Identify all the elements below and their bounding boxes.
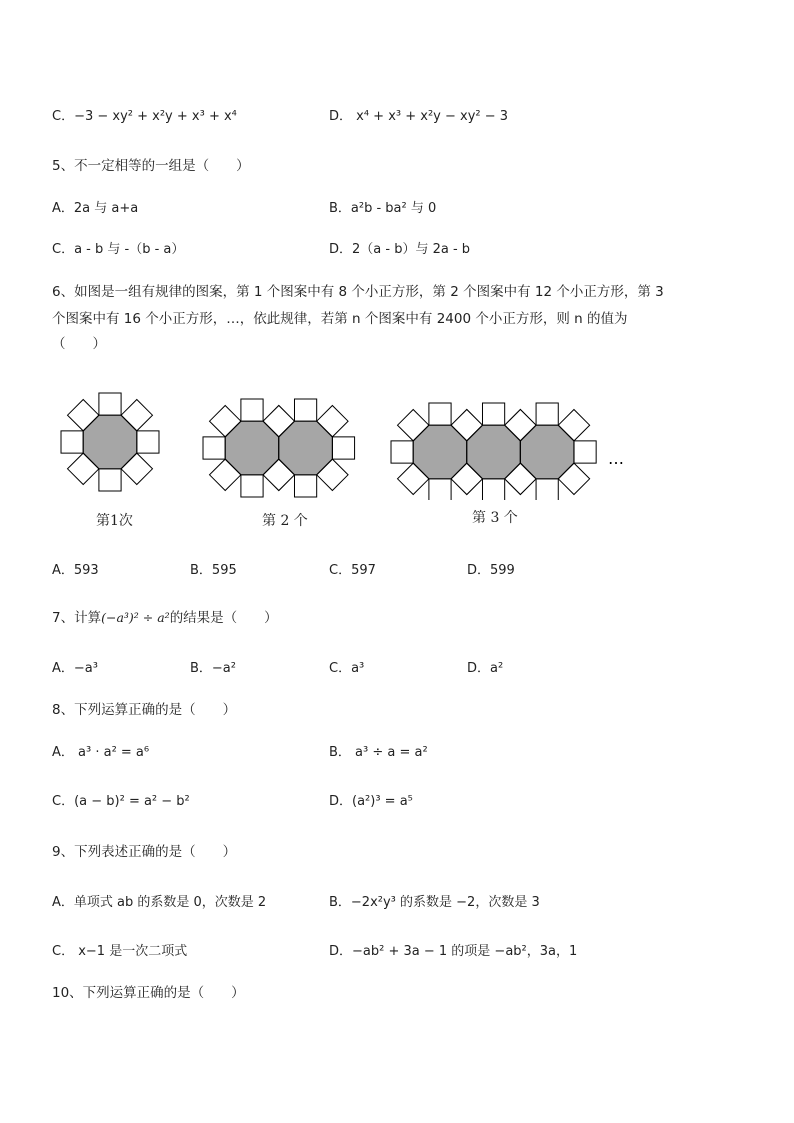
q7-expression: (−a³)² ÷ a² bbox=[101, 610, 170, 625]
octagon bbox=[467, 425, 521, 479]
q9-option-d: D．−ab² + 3a − 1 的项是 −ab²，3a，1 bbox=[329, 944, 578, 959]
small-square bbox=[536, 403, 558, 425]
small-square bbox=[536, 479, 558, 500]
q7-stem-prefix: 7、计算 bbox=[52, 610, 102, 626]
figure-caption-2: 第 2 个 bbox=[262, 513, 308, 529]
small-square bbox=[482, 403, 504, 425]
octagon bbox=[520, 425, 574, 479]
q8-option-d: D．(a²)³ = a⁵ bbox=[329, 794, 413, 809]
q6-option-b: B．595 bbox=[190, 563, 237, 578]
q7-stem bbox=[52, 609, 278, 627]
small-square bbox=[429, 479, 451, 500]
q9-option-b: B．−2x²y³ 的系数是 −2，次数是 3 bbox=[329, 895, 540, 910]
q4-option-d: D． x⁴ + x³ + x²y − xy² − 3 bbox=[329, 109, 509, 124]
small-square bbox=[294, 399, 316, 421]
small-square bbox=[99, 393, 121, 415]
q6-stem-line3: （ ） bbox=[52, 336, 106, 352]
pattern-3 bbox=[391, 403, 596, 500]
figure-caption-3: 第 3 个 bbox=[472, 510, 518, 526]
q8-stem: 8、下列运算正确的是（ ） bbox=[52, 702, 237, 718]
q9-option-a: A．单项式 ab 的系数是 0，次数是 2 bbox=[52, 895, 267, 910]
q9-stem: 9、下列表述正确的是（ ） bbox=[52, 844, 237, 860]
q6-stem-line1: 6、如图是一组有规律的图案，第 1 个图案中有 8 个小正方形，第 2 个图案中有 12 个小正方形，第 3 bbox=[52, 284, 664, 300]
small-square bbox=[482, 479, 504, 500]
octagon bbox=[225, 421, 279, 475]
octagon-pattern-figure bbox=[40, 380, 640, 500]
q6-stem-line2: 个图案中有 16 个小正方形，…，依此规律，若第 n 个图案中有 2400 个小正方形，则 n 的值为 bbox=[52, 311, 628, 327]
small-square bbox=[61, 431, 83, 453]
small-square bbox=[429, 403, 451, 425]
q6-option-c: C．597 bbox=[329, 563, 376, 578]
q5-option-b: B．a²b - ba² 与 0 bbox=[329, 201, 437, 216]
q7-option-b: B．−a² bbox=[190, 661, 236, 676]
q6-option-d: D．599 bbox=[467, 563, 515, 578]
figure-caption-1: 第1次 bbox=[96, 513, 133, 529]
q5-stem: 5、不一定相等的一组是（ ） bbox=[52, 158, 250, 174]
q7-option-a: A．−a³ bbox=[52, 661, 98, 676]
q9-option-c: C． x−1 是一次二项式 bbox=[52, 944, 188, 959]
small-square bbox=[294, 475, 316, 497]
q10-stem: 10、下列运算正确的是（ ） bbox=[52, 985, 245, 1001]
small-square bbox=[574, 441, 596, 463]
octagon bbox=[279, 421, 333, 475]
q8-option-b: B． a³ ÷ a = a² bbox=[329, 745, 428, 760]
pattern-1 bbox=[61, 393, 159, 491]
octagon bbox=[413, 425, 467, 479]
small-square bbox=[241, 399, 263, 421]
q7-option-d: D．a² bbox=[467, 661, 504, 676]
q7-option-c: C．a³ bbox=[329, 661, 365, 676]
q5-option-a: A．2a 与 a+a bbox=[52, 201, 139, 216]
q7-stem-suffix: 的结果是（ ） bbox=[169, 610, 278, 626]
small-square bbox=[391, 441, 413, 463]
small-square bbox=[137, 431, 159, 453]
q4-option-c: C．−3 − xy² + x²y + x³ + x⁴ bbox=[52, 109, 237, 124]
small-square bbox=[203, 437, 225, 459]
figure-ellipsis: … bbox=[608, 449, 624, 468]
q8-option-c: C．(a − b)² = a² − b² bbox=[52, 794, 190, 809]
octagon bbox=[83, 415, 137, 469]
q5-option-c: C．a - b 与 -（b - a） bbox=[52, 242, 185, 257]
q6-option-a: A．593 bbox=[52, 563, 99, 578]
q5-option-d: D．2（a - b）与 2a - b bbox=[329, 242, 471, 257]
q8-option-a: A． a³ · a² = a⁶ bbox=[52, 745, 150, 760]
small-square bbox=[241, 475, 263, 497]
small-square bbox=[332, 437, 354, 459]
pattern-2 bbox=[203, 399, 355, 497]
small-square bbox=[99, 469, 121, 491]
